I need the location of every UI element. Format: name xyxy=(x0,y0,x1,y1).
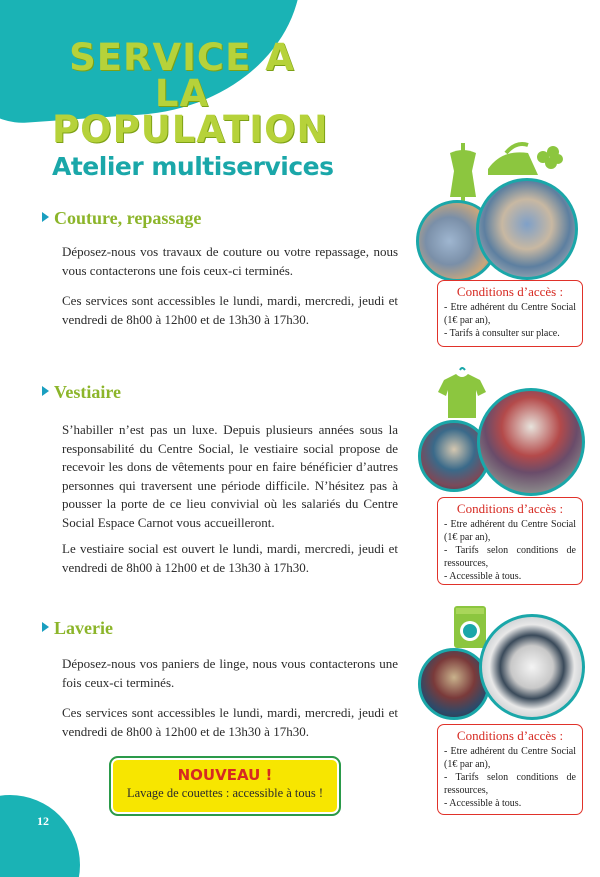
nouveau-title: NOUVEAU ! xyxy=(177,766,273,784)
nouveau-callout xyxy=(109,756,341,816)
condition-item: - Tarifs selon conditions de ressources, xyxy=(444,545,576,569)
paragraph-vestiaire-1: S’habiller n’est pas un luxe. Depuis plusieurs années sous la responsabilité du Centre Social, le vestiaire social propose de recevoir les dons de vêtements pour en faire bénéficier d’autres personnes qui traversent une période difficile. N’hésitez pas à pousser la porte de ce lieu convivial où les salariés du Centre Social Espace Carnot vous accueilleront. xyxy=(62,422,398,530)
section-subtitle: Atelier multiservices xyxy=(52,152,334,181)
conditions-box-laverie xyxy=(437,724,583,815)
section-heading-laverie xyxy=(42,618,113,639)
paragraph-laverie-1: Déposez-nous vos paniers de linge, nous vous contacterons une fois ceux-ci terminés. xyxy=(62,656,398,690)
page-title-line1: SERVICE A LA xyxy=(69,36,295,115)
condition-item: - Tarifs selon conditions de ressources, xyxy=(444,772,576,796)
nouveau-text: Lavage de couettes : accessible à tous ! xyxy=(126,786,324,800)
paragraph-laverie-2: Ces services sont accessibles le lundi, mardi, mercredi, jeudi et vendredi de 8h00 à 12h00 et de 13h30 à 17h30. xyxy=(62,705,398,739)
vestiaire-shop-photo xyxy=(477,388,585,496)
conditions-title: Conditions d’accès : xyxy=(456,501,564,516)
section-heading-couture xyxy=(42,208,201,229)
condition-item: - Accessible à tous. xyxy=(444,571,522,582)
paragraph-vestiaire-2: Le vestiaire social est ouvert le lundi, mardi, mercredi, jeudi et vendredi de 8h00 à 12h00 et de 13h30 à 17h30. xyxy=(62,541,398,575)
section-heading-label: Couture, repassage xyxy=(54,208,202,228)
sewing-photo xyxy=(476,178,578,280)
conditions-box-couture xyxy=(437,280,583,347)
condition-item: - Accessible à tous. xyxy=(444,798,522,809)
condition-item: - Etre adhérent du Centre Social (1€ par an), xyxy=(444,746,576,770)
condition-item: - Tarifs à consulter sur place. xyxy=(444,328,560,339)
page-title xyxy=(52,36,329,151)
condition-item: - Etre adhérent du Centre Social (1€ par an), xyxy=(444,302,576,326)
page-number: 12 xyxy=(37,814,49,828)
bullet-triangle-icon xyxy=(42,386,49,396)
footer-background-blob xyxy=(0,795,80,877)
bullet-triangle-icon xyxy=(42,622,49,632)
section-heading-label: Vestiaire xyxy=(54,382,121,402)
paragraph-couture-2: Ces services sont accessibles le lundi, mardi, mercredi, jeudi et vendredi de 8h00 à 12h00 et de 13h30 à 17h30. xyxy=(62,293,398,327)
flower-icon xyxy=(537,146,563,169)
page-title-line2: POPULATION xyxy=(52,108,329,151)
bullet-triangle-icon xyxy=(42,212,49,222)
section-heading-label: Laverie xyxy=(54,618,113,638)
washing-machines-photo xyxy=(479,614,585,720)
conditions-box-vestiaire xyxy=(437,497,583,585)
tshirt-icon xyxy=(438,368,486,418)
conditions-title: Conditions d’accès : xyxy=(456,284,564,299)
washing-machine-illustration xyxy=(452,604,488,650)
condition-item: - Etre adhérent du Centre Social (1€ par an), xyxy=(444,519,576,543)
section-heading-vestiaire xyxy=(42,382,121,403)
conditions-title: Conditions d’accès : xyxy=(456,728,564,743)
iron-icon xyxy=(488,144,538,175)
paragraph-couture-1: Déposez-nous vos travaux de couture ou votre repassage, nous vous contacterons une fois ceux-ci terminés. xyxy=(62,244,398,278)
washing-machine-icon xyxy=(454,606,486,648)
